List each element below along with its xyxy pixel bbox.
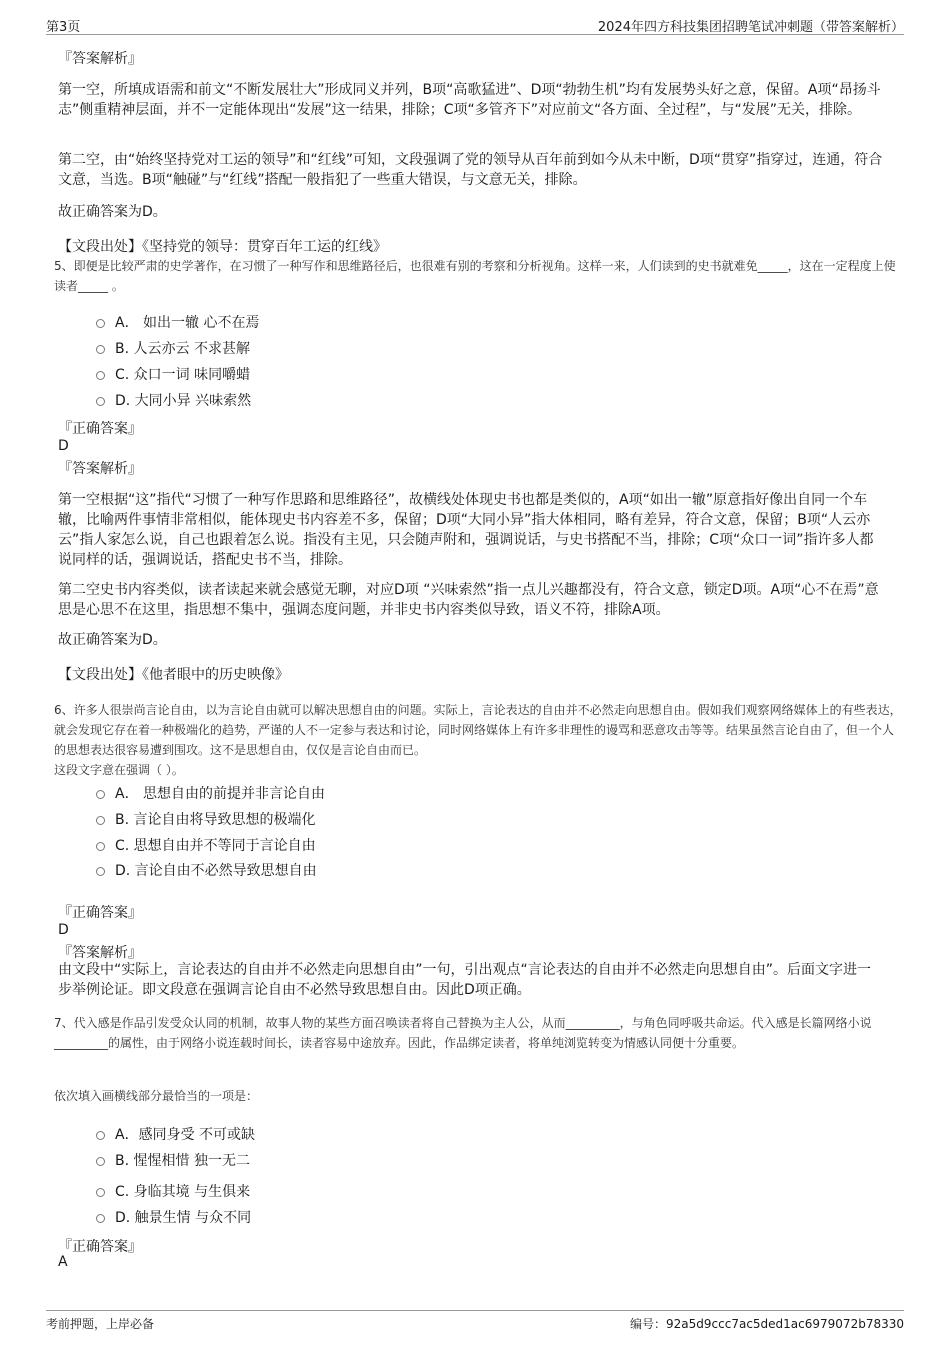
question-prompt: 这段文字意在强调（ ）。	[54, 763, 184, 777]
option-a[interactable]: A． 如出一辙 心不在焉	[96, 312, 259, 332]
analysis-paragraph: 第一空根据“这”指代“习惯了一种写作思路和思维路径”，故横线处体现史书也都是类似的，A项“如出一辙”原意指好像出自同一个车辙，比喻两件事情非常相似，能体现史书内容差不多，保留；D项“大同小异”指大体相同，略有差异，符合文意，保留；B项“人云亦云”指人家怎么说，自己也跟着怎么说。指没有主见，只会随声附和，强调说话，与史书搭配不当，排除；C项“众口一词”指许多人都说同样的话，强调说话，搭配史书不当，排除。	[58, 492, 874, 568]
analysis-paragraph: 由文段中“实际上，言论表达的自由并不必然走向思想自由”一句，引出观点“言论表达的自由并不必然走向思想自由”。后面文字进一步举例论证。即文段意在强调言论自由不必然导致思想自由。因此D项正确。	[58, 962, 872, 998]
option-d[interactable]: D. 言论自由不必然导致思想自由	[96, 860, 317, 880]
correct-answer: A	[58, 1254, 68, 1270]
option-a[interactable]: A．感同身受 不可或缺	[96, 1124, 255, 1144]
radio-icon[interactable]	[96, 397, 105, 406]
source-citation: 【文段出处】《他者眼中的历史映像》	[58, 667, 289, 683]
correct-answer-label: 『正确答案』	[58, 905, 142, 921]
document-title: 2024年四方科技集团招聘笔试冲刺题（带答案解析）	[597, 20, 904, 35]
correct-answer-label: 『正确答案』	[58, 421, 142, 437]
radio-icon[interactable]	[96, 842, 105, 851]
document-code: 编号：92a5d9ccc7ac5ded1ac6979072b78330	[630, 1317, 904, 1331]
page-header	[46, 14, 904, 35]
radio-icon[interactable]	[96, 1214, 105, 1223]
question-stem: 6、许多人很崇尚言论自由，以为言论自由就可以解决思想自由的问题。实际上，言论表达的自由并不必然走向思想自由。假如我们观察网络媒体上的有些表达，就会发现它存在着一种极端化的趋势，严谨的人不一定参与表达和讨论，同时网络媒体上有许多非理性的谩骂和恶意攻击等等。结果虽然言论自由了，但一个人的思想表达很容易遭到围攻。这不是思想自由，仅仅是言论自由而已。	[54, 703, 902, 757]
question-prompt: 依次填入画横线部分最恰当的一项是：	[54, 1089, 259, 1103]
radio-icon[interactable]	[96, 371, 105, 380]
analysis-paragraph: 第二空，由“始终坚持党对工运的领导”和“红线”可知，文段强调了党的领导从百年前到如今从未中断，D项“贯穿”指穿过，连通，符合文意，当选。B项“触碰”与“红线”搭配一般指犯了一些重大错误，与文意无关，排除。	[58, 152, 883, 188]
radio-icon[interactable]	[96, 319, 105, 328]
analysis-label: 『答案解析』	[58, 461, 142, 477]
radio-icon[interactable]	[96, 790, 105, 799]
radio-icon[interactable]	[96, 1157, 105, 1166]
correct-answer: D	[58, 922, 69, 938]
correct-answer: D	[58, 438, 69, 454]
option-b[interactable]: B. 言论自由将导致思想的极端化	[96, 809, 316, 829]
option-d[interactable]: D. 触景生情 与众不同	[96, 1207, 251, 1227]
option-d[interactable]: D. 大同小异 兴味索然	[96, 390, 251, 410]
option-c[interactable]: C. 思想自由并不等同于言论自由	[96, 835, 316, 855]
option-c[interactable]: C. 众口一词 味同嚼蜡	[96, 364, 250, 384]
radio-icon[interactable]	[96, 345, 105, 354]
question-stem: 5、即便是比较严肃的史学著作，在习惯了一种写作和思维路径后，也很难有别的考察和分析视角。这样一来，人们读到的史书就难免_____，这在一定程度上使读者_____ 。	[54, 259, 896, 293]
radio-icon[interactable]	[96, 1131, 105, 1140]
source-citation: 【文段出处】《坚持党的领导：贯穿百年工运的红线》	[58, 239, 387, 255]
page-number: 第3页	[46, 20, 81, 35]
analysis-paragraph: 第一空，所填成语需和前文“不断发展壮大”形成同义并列，B项“高歌猛进”、D项“勃勃生机”均有发展势头好之意，保留。A项“昂扬斗志”侧重精神层面，并不一定能体现出“发展”这一结果，排除；C项“多管齐下”对应前文“各方面、全过程”，与“发展”无关，排除。	[58, 82, 881, 118]
question-stem: 7、代入感是作品引发受众认同的机制，故事人物的某些方面召唤读者将自己替换为主人公，从而_________，与角色同呼吸共命运。代入感是长篇网络小说_________的属性，由于网络小说连载时间长，读者容易中途放弃。因此，作品绑定读者，将单纯浏览转变为情感认同便十分重要。	[54, 1016, 872, 1050]
analysis-conclusion: 故正确答案为D。	[58, 204, 167, 220]
option-a[interactable]: A． 思想自由的前提并非言论自由	[96, 783, 325, 803]
footer-slogan: 考前押题，上岸必备	[46, 1317, 155, 1331]
radio-icon[interactable]	[96, 1188, 105, 1197]
correct-answer-label: 『正确答案』	[58, 1239, 142, 1255]
radio-icon[interactable]	[96, 867, 105, 876]
analysis-label: 『答案解析』	[58, 945, 142, 961]
analysis-paragraph: 第二空史书内容类似，读者读起来就会感觉无聊，对应D项 “兴味索然”指一点儿兴趣都没有，符合文意，锁定D项。A项“心不在焉”意思是心思不在这里，指思想不集中，强调态度问题，并非史书内容类似导致，语义不符，排除A项。	[58, 582, 879, 618]
option-c[interactable]: C. 身临其境 与生俱来	[96, 1181, 250, 1201]
analysis-conclusion: 故正确答案为D。	[58, 632, 167, 648]
page-footer	[46, 1310, 904, 1331]
option-b[interactable]: B. 惺惺相惜 独一无二	[96, 1150, 250, 1170]
analysis-label: 『答案解析』	[58, 51, 142, 67]
option-b[interactable]: B. 人云亦云 不求甚解	[96, 338, 250, 358]
radio-icon[interactable]	[96, 816, 105, 825]
